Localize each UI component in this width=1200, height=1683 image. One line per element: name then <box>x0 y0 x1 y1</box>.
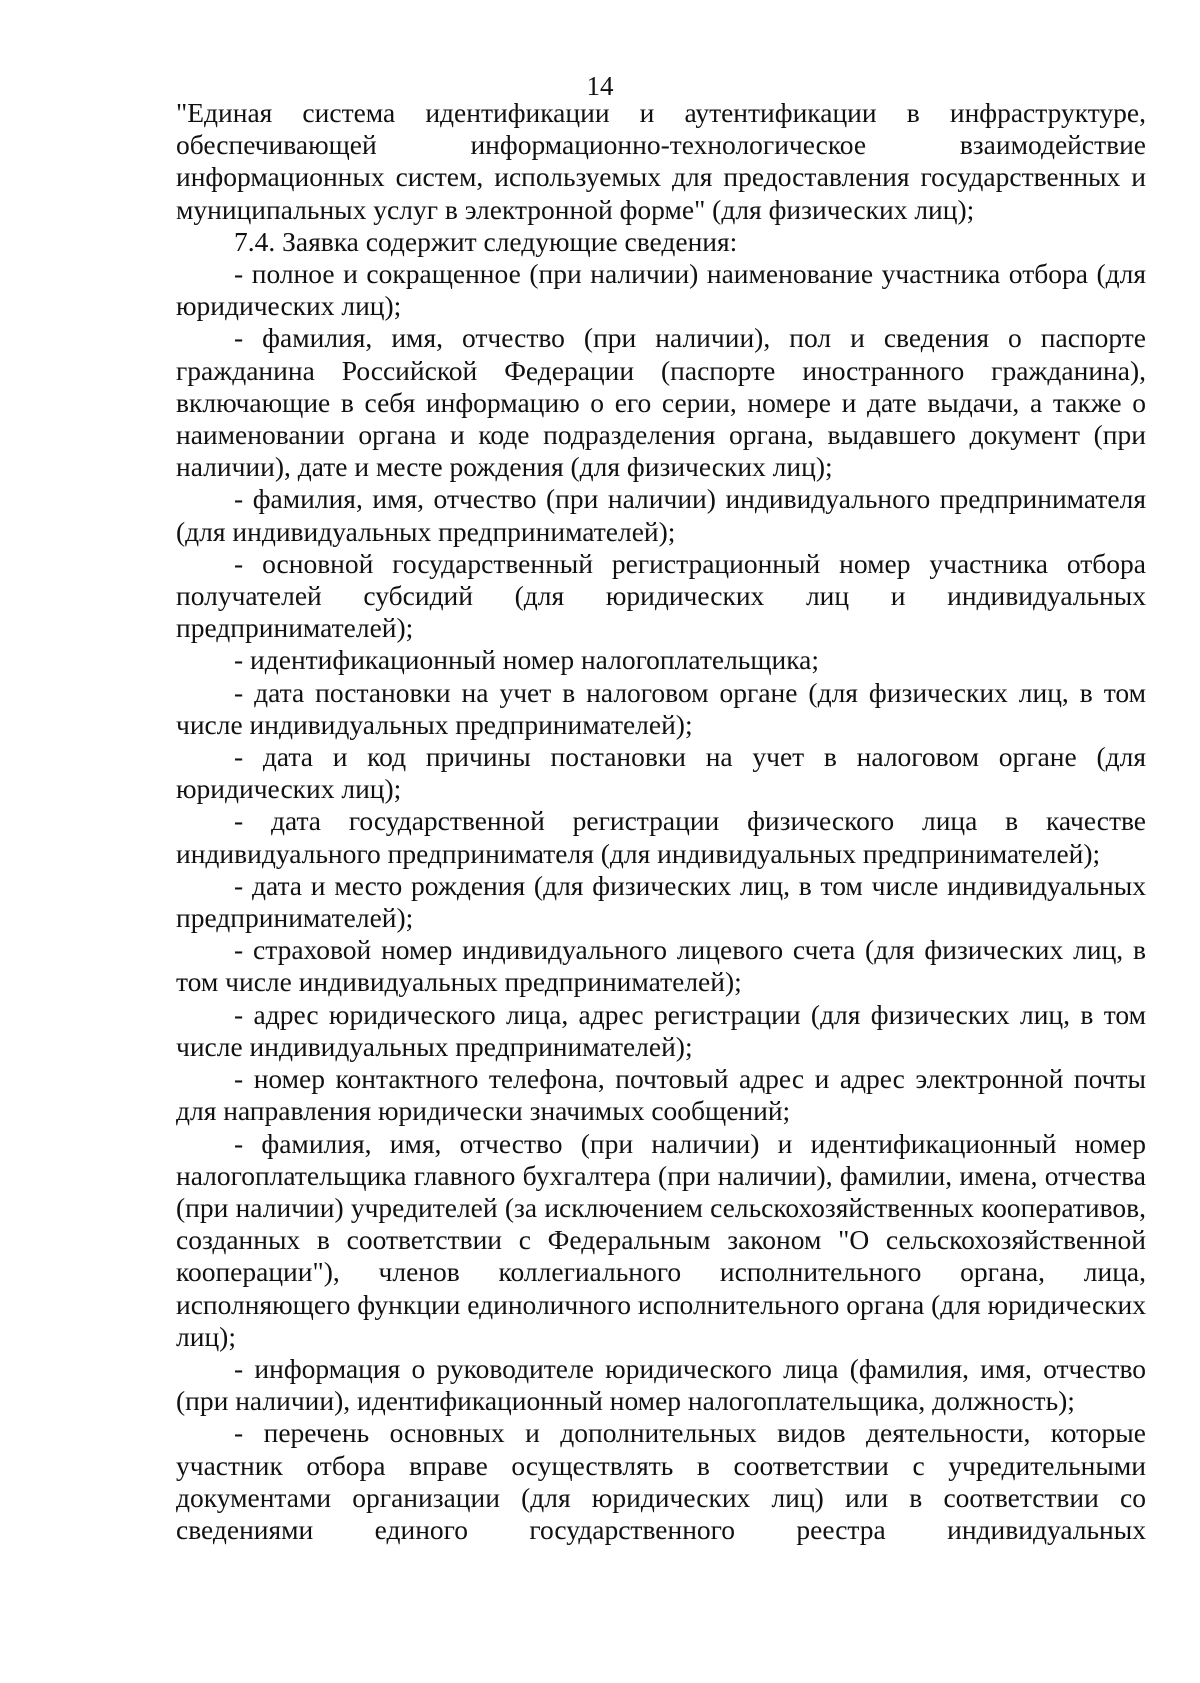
list-item-address: - адрес юридического лица, адрес регистрации (для физических лиц, в том числе индивидуальных предпринимателей); <box>176 998 1146 1062</box>
list-item-inn: - идентификационный номер налогоплательщика; <box>234 644 820 676</box>
list-item-kpp: - дата и код причины постановки на учет в налоговом органе (для юридических лиц); <box>176 741 1146 805</box>
list-item-activities: - перечень основных и дополнительных видов деятельности, которые участник отбора вправе осуществлять в соответствии с учредительными документами организации (для юридических лиц) или в соответствии со сведениями единого государственного реестра индивидуальных <box>176 1417 1146 1545</box>
paragraph-esia-continuation: "Единая система идентификации и аутентификации в инфраструктуре, обеспечивающей информационно-технологическое взаимодействие информационных систем, используемых для предоставления государственных и муниципальных услуг в электронной форме" (для физических лиц); <box>176 97 1146 225</box>
page-number: 14 <box>586 71 614 101</box>
list-item-entrepreneur-name: - фамилия, имя, отчество (при наличии) индивидуального предпринимателя (для индивидуальных предпринимателей); <box>176 483 1146 547</box>
list-item-ogrn: - основной государственный регистрационный номер участника отбора получателей субсидий (для юридических лиц и индивидуальных предпринимателей); <box>176 547 1146 644</box>
list-item-contacts: - номер контактного телефона, почтовый адрес и адрес электронной почты для направления юридически значимых сообщений; <box>176 1063 1146 1127</box>
document-body <box>176 97 1146 1546</box>
list-item-passport: - фамилия, имя, отчество (при наличии), пол и сведения о паспорте гражданина Российской Федерации (паспорте иностранного гражданина), включающие в себя информацию о его серии, номере и дате выдачи, а также о наименовании органа и коде подразделения органа, выдавшего документ (при наличии), дате и месте рождения (для физических лиц); <box>176 322 1146 483</box>
list-item-founders: - фамилия, имя, отчество (при наличии) и идентификационный номер налогоплательщика главного бухгалтера (при наличии), фамилии, имена, отчества (при наличии) учредителей (за исключением сельскохозяйственных кооперативов, созданных в соответствии с Федеральным законом "О сельскохозяйственной кооперации"), членов коллегиального исполнительного органа, лица, исполняющего функции единоличного исполнительного органа (для юридических лиц); <box>176 1127 1146 1352</box>
list-item-snils: - страховой номер индивидуального лицевого счета (для физических лиц, в том числе индивидуальных предпринимателей); <box>176 934 1146 998</box>
list-item-head-info: - информация о руководителе юридического лица (фамилия, имя, отчество (при наличии), идентификационный номер налогоплательщика, должность); <box>176 1352 1146 1417</box>
list-item-tax-registration-date: - дата постановки на учет в налоговом органе (для физических лиц, в том числе индивидуальных предпринимателей); <box>176 676 1146 740</box>
list-item-birth-date-place: - дата и место рождения (для физических лиц, в том числе индивидуальных предпринимателей); <box>176 869 1146 934</box>
paragraph-section-7-4: 7.4. Заявка содержит следующие сведения: <box>234 225 738 257</box>
list-item-state-registration-date: - дата государственной регистрации физического лица в качестве индивидуального предпринимателя (для индивидуальных предпринимателей); <box>176 805 1146 869</box>
list-item-full-name: - полное и сокращенное (при наличии) наименование участника отбора (для юридических лиц); <box>176 258 1146 322</box>
